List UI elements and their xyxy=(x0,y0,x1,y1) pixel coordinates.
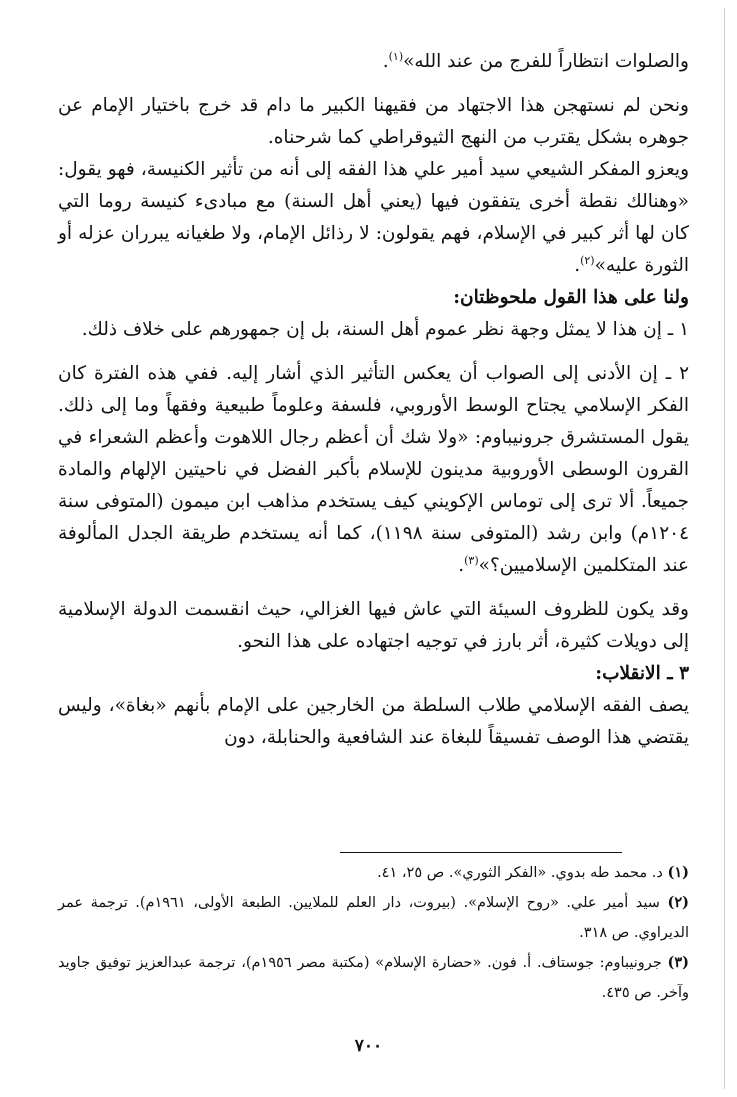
footnotes xyxy=(58,858,689,1008)
footnote-2: (٢) سيد أمير علي. «روح الإسلام». (بيروت، دار العلم للملايين. الطبعة الأولى، ١٩٦١م). ترجمة عمر الديراوي. ص ٣١٨. xyxy=(58,894,690,941)
section-note-heading: ولنا على هذا القول ملحوظتان: xyxy=(453,287,689,308)
paragraph-note-2: ٢ ـ إن الأدنى إلى الصواب أن يعكس التأثير الذي أشار إليه. ففي هذه الفترة كان الفكر الإسلامي يجتاح الوسط الأوروبي، فلسفة وعلوماً طبيعية وفقهاً وما إلى ذلك. يقول المستشرق جرونيباوم: «ولا شك أن أعظم رجال اللاهوت وأعظم الشعراء في القرون الوسطى الأوروبية مدينون للإسلام بأكبر الفضل في ناحيتين الإلهام والمادة جميعاً. ألا ترى إلى توماس الإكويني كيف يستخدم مذاهب ابن ميمون (المتوفى سنة ١٢٠٤م) وابن رشد (المتوفى سنة ١١٩٨)، كما أنه يستخدم طريقة الجدل المألوفة عند المتكلمين الإسلاميين؟»$^{(٣)}$. xyxy=(58,363,690,576)
paragraph-coup: يصف الفقه الإسلامي طلاب السلطة من الخارجين على الإمام بأنهم «بغاة»، وليس يقتضي هذا الوصف تفسيقاً للبغاة عند الشافعية والحنابلة، دون xyxy=(58,695,689,748)
footnote-1: (١) د. محمد طه بدوي. «الفكر الثوري». ص ٢٥، ٤١. xyxy=(377,864,689,881)
footnote-ref-2: (٢) xyxy=(580,253,595,267)
page-number: ٧٠٠ xyxy=(354,1036,383,1056)
footnote-ref-3: (٣) xyxy=(464,553,479,567)
page-edge-line xyxy=(724,8,725,1089)
paragraph-note-1: ١ ـ إن هذا لا يمثل وجهة نظر عموم أهل السنة، بل إن جمهورهم على خلاف ذلك. xyxy=(81,319,689,340)
footnote-separator xyxy=(340,852,622,853)
body-text xyxy=(58,46,689,754)
paragraph-ghazali: وقد يكون للظروف السيئة التي عاش فيها الغزالي، حيث انقسمت الدولة الإسلامية إلى دويلات كثيرة، أثر بارز في توجيه اجتهاده على هذا النحو. xyxy=(58,599,689,652)
footnote-ref-1: (١) xyxy=(388,49,404,63)
paragraph-3: ويعزو المفكر الشيعي سيد أمير علي هذا الفقه إلى أنه من تأثير الكنيسة، فهو يقول: «وهنالك نقطة أخرى يتفقون فيها (يعني أهل السنة) مع مبادىء كنيسة روما التي كان لها أثر كبير في الإسلام، فهم يقولون: لا رذائل الإمام، ولا طغيانه يبرران عزله أو الثورة عليه»$^{(٢)}$. xyxy=(58,159,689,276)
paragraph-2: ونحن لم نستهجن هذا الاجتهاد من فقيهنا الكبير ما دام قد خرج باختيار الإمام عن جوهره بشكل يقترب من النهج الثيوقراطي كما شرحناه. xyxy=(58,95,689,148)
paragraph-1: والصلوات انتظاراً للفرج من عند الله»$^{(١)}$. xyxy=(382,49,689,72)
footnote-3: (٣) جرونيباوم: جوستاف. أ. فون. «حضارة الإسلام» (مكتبة مصر ١٩٥٦م)، ترجمة عبدالعزيز توفيق جاويد وآخر. ص ٤٣٥. xyxy=(58,954,690,1001)
section-heading-coup: ٣ ـ الانقلاب: xyxy=(595,663,689,684)
